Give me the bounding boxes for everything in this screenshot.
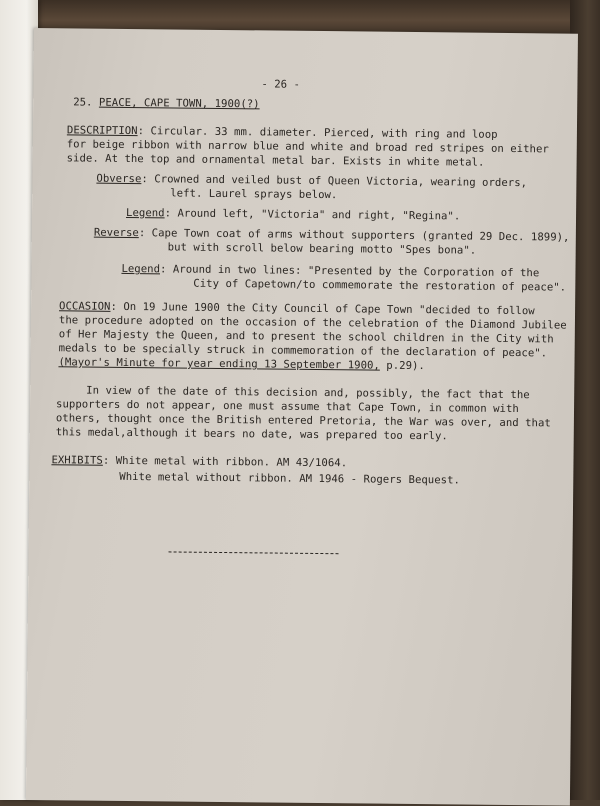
entry-number: 25. xyxy=(73,96,93,109)
document-page xyxy=(26,28,578,806)
description-label: DESCRIPTION xyxy=(66,124,138,138)
reverse-legend-line-1 xyxy=(121,263,539,279)
entry-title: PEACE, CAPE TOWN, 1900(?) xyxy=(98,96,260,111)
occasion-line-3: of Her Majesty the Queen, and to present the school children in the City with xyxy=(58,328,554,346)
occasion-reference-underlined: (Mayor's Minute for year ending 13 September 1900, xyxy=(58,356,380,372)
obverse-line-2: left. Laurel sprays below. xyxy=(170,187,338,202)
occasion-reference-tail: p.29). xyxy=(379,359,425,373)
reverse-label: Reverse xyxy=(93,226,139,240)
description-text-1: : Circular. 33 mm. diameter. Pierced, with ring and loop xyxy=(137,125,498,141)
closing-dashed-rule xyxy=(169,551,339,554)
reverse-legend-text-1: : Around in two lines: "Presented by the Corporation of the xyxy=(159,263,540,280)
occasion-reference xyxy=(58,356,425,372)
exhibits-text-1: : White metal with ribbon. AM 43/1064. xyxy=(102,454,348,470)
description-line-2: for beige ribbon with narrow blue and white and broad red stripes on either xyxy=(66,138,549,156)
exhibits-label: EXHIBITS xyxy=(51,454,103,467)
paragraph-line-4: this medal,although it bears no date, was prepared too early. xyxy=(55,426,448,443)
exhibits-line-2: White metal without ribbon. AM 1946 - Rogers Bequest. xyxy=(119,470,461,487)
occasion-line-4: medals to be specially struck in commemoration of the declaration of peace". xyxy=(58,342,548,360)
occasion-label: OCCASION xyxy=(59,300,111,313)
description-line-3: side. At the top and ornamental metal bar. Exists in white metal. xyxy=(66,152,485,169)
paragraph-line-1: In view of the date of this decision and, possibly, the fact that the xyxy=(86,384,530,402)
obverse-text-1: : Crowned and veiled bust of Queen Victoria, wearing orders, xyxy=(141,173,528,190)
obverse-legend-line xyxy=(126,207,460,222)
reverse-line-2: but with scroll below bearing motto "Spes bona". xyxy=(167,241,477,257)
occasion-line-2: the procedure adopted on the occasion of the celebration of the Diamond Jubilee xyxy=(58,314,567,332)
exhibits-line-1 xyxy=(51,454,347,469)
entry-heading xyxy=(73,96,260,110)
obverse-line-1 xyxy=(96,173,527,190)
page-number: - 26 - xyxy=(261,78,301,91)
reverse-legend-line-2: City of Capetown/to commemorate the restoration of peace". xyxy=(193,277,567,294)
obverse-label: Obverse xyxy=(96,172,142,186)
occasion-text-1: : On 19 June 1900 the City Council of Cape Town "decided to follow xyxy=(110,300,535,318)
reverse-line-1 xyxy=(94,227,570,244)
obverse-legend-text: : Around left, "Victoria" and right, "Regina". xyxy=(164,207,461,223)
paragraph-line-3: others, thought once the British entered Pretoria, the War was over, and that xyxy=(55,412,551,430)
reverse-legend-label: Legend xyxy=(121,262,161,276)
paragraph-line-2: supporters do not appear, one must assume that Cape Town, in common with xyxy=(55,398,519,416)
obverse-legend-label: Legend xyxy=(126,206,165,220)
reverse-text-1: : Cape Town coat of arms without supporters (granted 29 Dec. 1899), xyxy=(138,227,570,244)
